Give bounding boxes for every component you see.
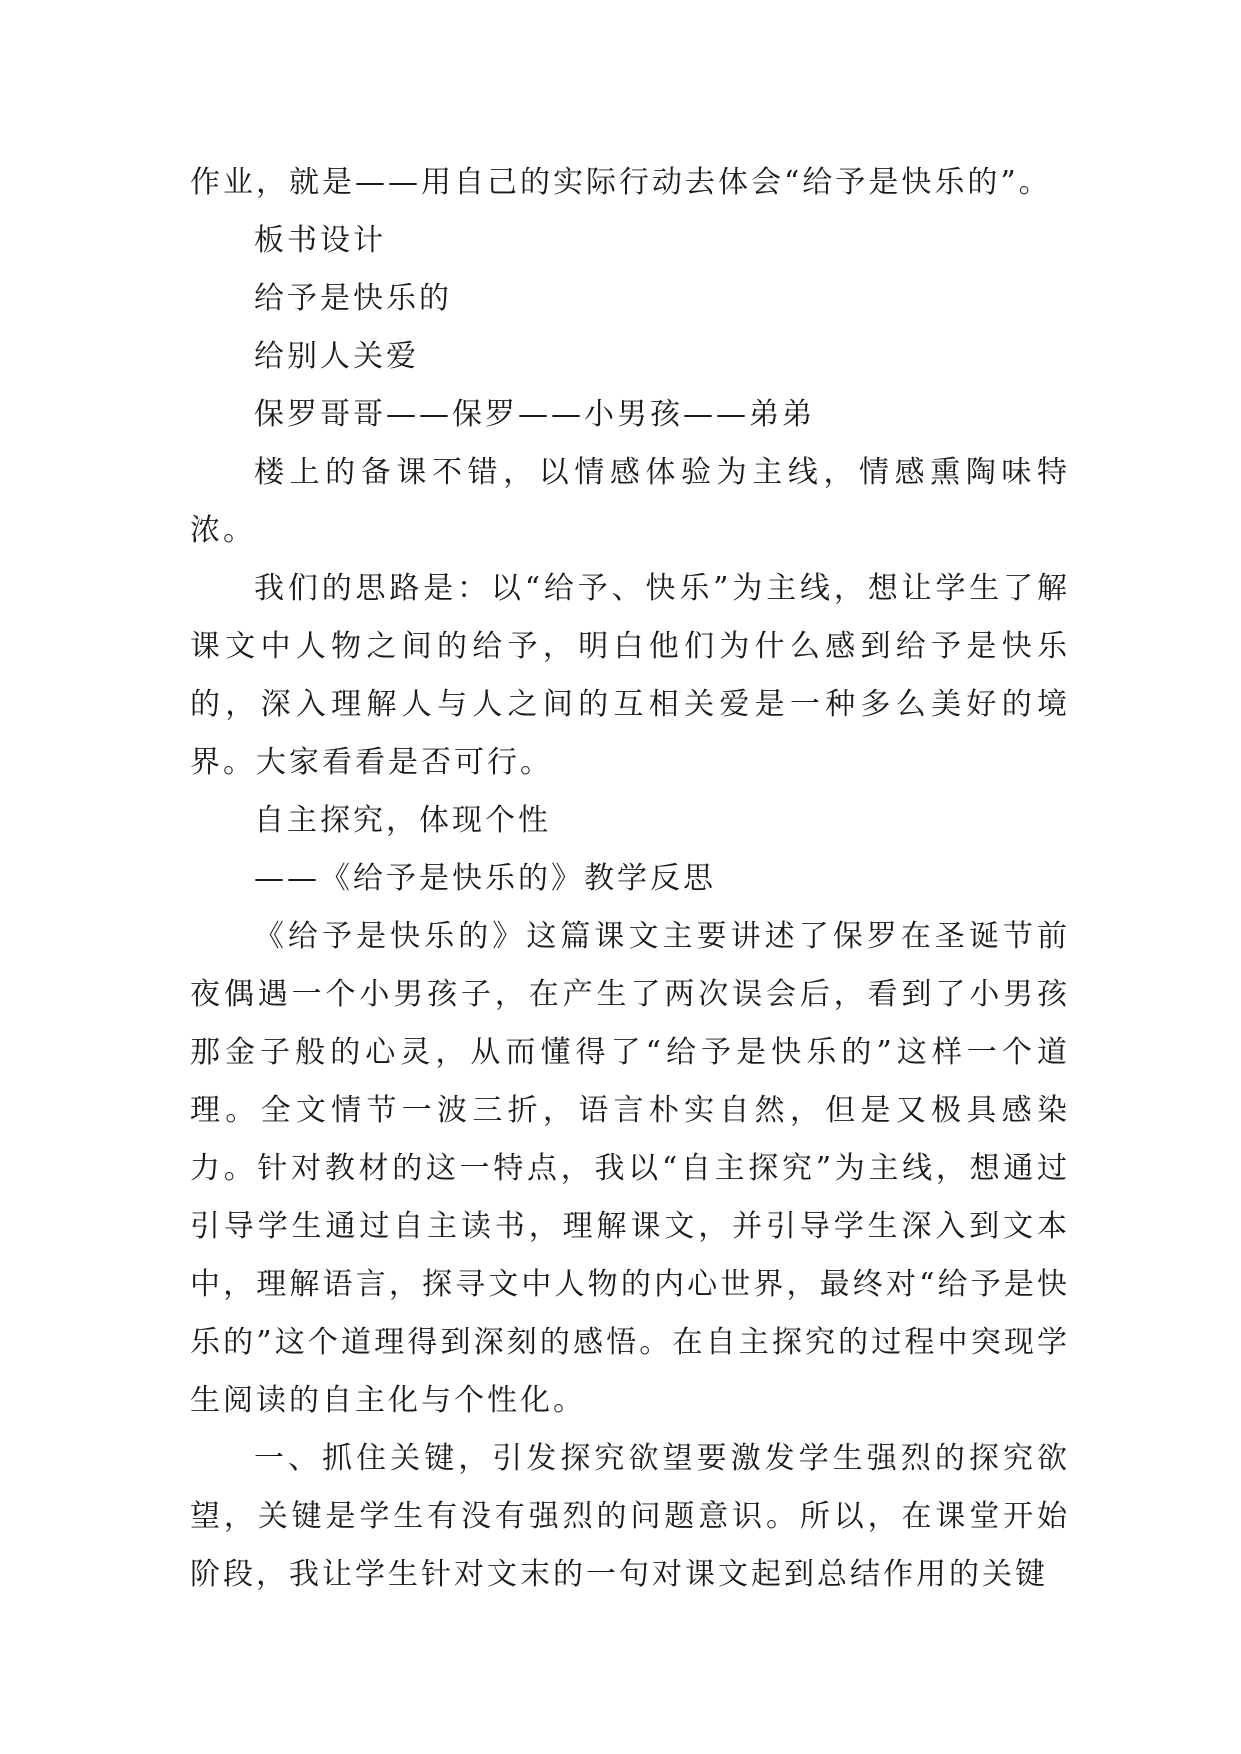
- paragraph-reflection-body: 《给予是快乐的》这篇课文主要讲述了保罗在圣诞节前夜偶遇一个小男孩子，在产生了两次误会后，看到了小男孩那金子般的心灵，从而懂得了“给予是快乐的”这样一个道理。全文情节一波三折，语言朴实自然，但是又极具感染力。针对教材的这一特点，我以“自主探究”为主线，想通过引导学生通过自主读书，理解课文，并引导学生深入到文本中，理解语言，探寻文中人物的内心世界，最终对“给予是快乐的”这个道理得到深刻的感悟。在自主探究的过程中突现学生阅读的自主化与个性化。: [190, 919, 1070, 1418]
- paragraph-board-characters: 保罗哥哥——保罗——小男孩——弟弟: [254, 397, 815, 432]
- paragraph-board-design-heading: 板书设计: [254, 223, 386, 258]
- document-body: [190, 154, 1070, 1604]
- paragraph-board-title: 给予是快乐的: [254, 281, 452, 316]
- paragraph-reflection-title: 自主探究，体现个性: [254, 803, 551, 838]
- paragraph-board-subtitle: 给别人关爱: [254, 339, 419, 374]
- paragraph-homework: 作业，就是——用自己的实际行动去体会“给予是快乐的”。: [190, 165, 1052, 200]
- paragraph-section-one: 一、抓住关键，引发探究欲望要激发学生强烈的探究欲望，关键是学生有没有强烈的问题意识。所以，在课堂开始阶段，我让学生针对文末的一句对课文起到总结作用的关键: [190, 1441, 1070, 1592]
- paragraph-comment: 楼上的备课不错，以情感体验为主线，情感熏陶味特浓。: [190, 455, 1070, 548]
- paragraph-reflection-subtitle: ——《给予是快乐的》教学反思: [254, 861, 716, 896]
- paragraph-approach: 我们的思路是：以“给予、快乐”为主线，想让学生了解课文中人物之间的给予，明白他们为什么感到给予是快乐的，深入理解人与人之间的互相关爱是一种多么美好的境界。大家看看是否可行。: [190, 571, 1070, 780]
